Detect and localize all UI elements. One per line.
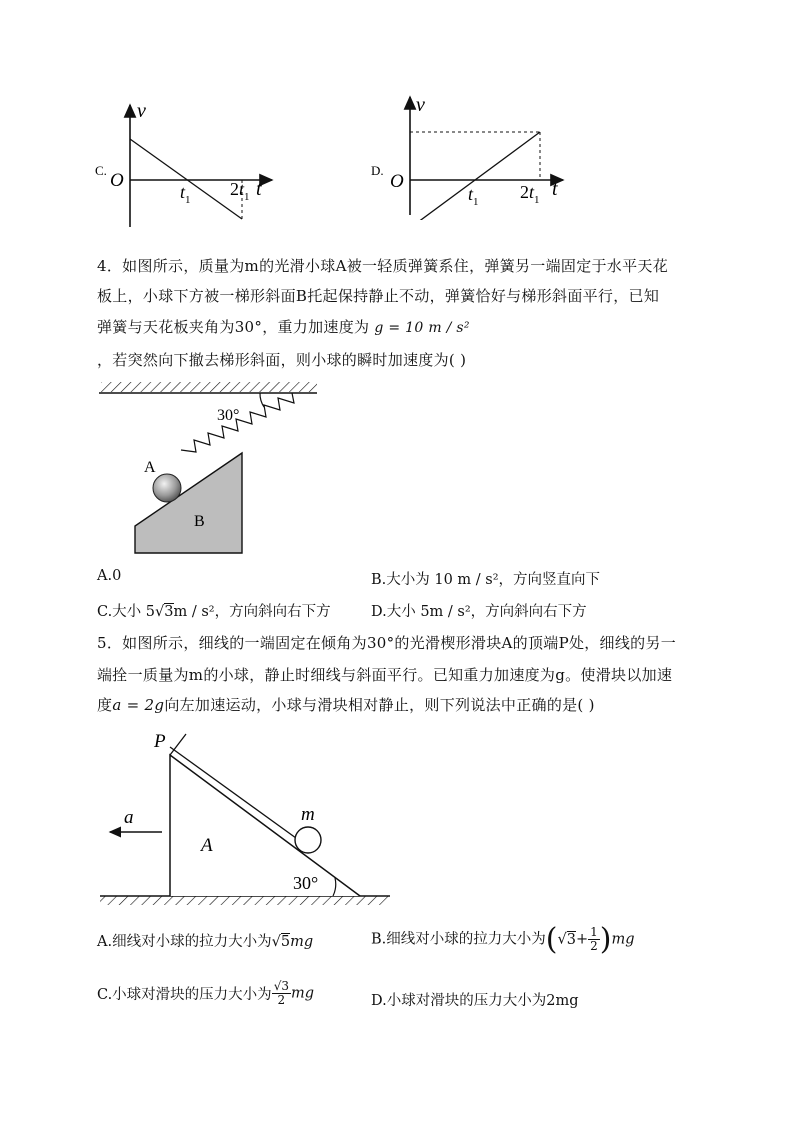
q5-option-c-text: C.小球对滑块的压力大小为 xyxy=(97,987,272,1003)
v-axis-label: v xyxy=(416,95,425,116)
q5-option-b-unit: mg xyxy=(611,931,635,948)
q5-option-b[interactable] xyxy=(371,922,635,957)
q5-figure xyxy=(95,725,395,915)
sqrt-symbol: √ xyxy=(155,604,165,620)
q4-line3 xyxy=(97,312,470,343)
ball-label: A xyxy=(144,459,156,476)
graph-c-label: C. xyxy=(95,163,107,178)
q4-line3-text: 弹簧与天花板夹角为30°，重力加速度为 xyxy=(97,318,370,336)
angle-label: 30° xyxy=(217,407,240,424)
sqrt-symbol: √ xyxy=(557,931,567,948)
q5-accel-eq: a = 2g xyxy=(112,696,165,714)
t1-label: $t_1$ xyxy=(468,184,479,208)
frac-den: 2 xyxy=(277,993,286,1007)
q5-line3 xyxy=(97,690,595,720)
q5-line3-end: 向左加速运动，小球与滑块相对静止，则下列说法中正确的是( ) xyxy=(164,696,595,714)
ball-a xyxy=(153,474,181,502)
q4-gravity-eq: g = 10 m / s² xyxy=(374,320,470,336)
wedge-a xyxy=(170,755,360,896)
q5-option-d[interactable]: D.小球对滑块的压力大小为2mg xyxy=(371,993,579,1009)
q4-option-c-unit: m / s²，方向斜向右下方 xyxy=(173,604,331,620)
q5-option-b-root: 3 xyxy=(566,931,576,948)
q5-option-c-unit: mg xyxy=(290,985,315,1002)
q4-option-b[interactable]: B.大小为 10 m / s²，方向竖直向下 xyxy=(371,572,601,588)
paren-close: ) xyxy=(599,922,612,957)
q5-option-b-fraction xyxy=(588,926,600,953)
block-label: B xyxy=(194,513,205,530)
wedge-label: A xyxy=(201,835,213,856)
q4-option-a[interactable]: A.0 xyxy=(97,568,122,584)
q5-option-a-text: A.细线对小球的拉力大小为 xyxy=(97,934,272,950)
2t1-label: $2t_1$ xyxy=(230,179,250,203)
origin-label: O xyxy=(110,170,124,191)
q5-option-a-unit: mg xyxy=(290,934,314,950)
q5-option-c[interactable] xyxy=(97,980,314,1007)
post-tip xyxy=(170,734,186,755)
accel-label: a xyxy=(124,807,134,828)
point-p-label: P xyxy=(154,731,166,752)
q5-option-a[interactable] xyxy=(97,930,313,951)
sqrt-symbol: √ xyxy=(271,934,281,950)
q5-option-b-text: B.细线对小球的拉力大小为 xyxy=(371,931,546,948)
angle-label: 30° xyxy=(293,873,319,893)
q4-option-d[interactable]: D.大小 5m / s²，方向斜向右下方 xyxy=(371,604,587,620)
q4-line1: 4．如图所示，质量为m的光滑小球A被一轻质弹簧系住，弹簧另一端固定于水平天花 xyxy=(97,257,669,275)
graph-d xyxy=(368,95,578,220)
t-axis-label: t xyxy=(552,178,558,200)
v-axis-label: v xyxy=(137,100,146,122)
ball-m xyxy=(295,827,321,853)
q5-option-a-root: 5 xyxy=(280,934,291,950)
q4-option-c[interactable] xyxy=(97,600,331,621)
frac-num: √3 xyxy=(273,979,289,993)
velocity-line xyxy=(130,139,242,219)
paren-open: ( xyxy=(545,922,558,957)
frac-num: 1 xyxy=(590,925,598,939)
t-axis-label: t xyxy=(256,178,262,200)
q4-figure xyxy=(95,378,325,558)
origin-label: O xyxy=(390,171,404,192)
q5-line1: 5．如图所示，细线的一端固定在倾角为30°的光滑楔形滑块A的顶端P处，细线的另一 xyxy=(97,634,677,652)
frac-den: 2 xyxy=(590,939,598,953)
q4-option-c-text: C.大小 5 xyxy=(97,604,156,620)
2t1-label: $2t_1$ xyxy=(520,182,540,206)
q4-line4: ，若突然向下撤去梯形斜面，则小球的瞬时加速度为( ) xyxy=(97,351,467,369)
q5-option-b-plus: + xyxy=(575,931,589,948)
t1-label: $t_1$ xyxy=(180,182,191,206)
graph-d-label: D. xyxy=(371,163,384,178)
q5-line2: 端拴一质量为m的小球，静止时细线与斜面平行。已知重力加速度为g。使滑块以加速 xyxy=(97,666,673,684)
angle-arc xyxy=(260,393,264,407)
ground-hatch xyxy=(100,896,390,905)
q5-line3-start: 度 xyxy=(97,696,113,714)
q4-line2: 板上，小球下方被一梯形斜面B托起保持静止不动，弹簧恰好与梯形斜面平行，已知 xyxy=(97,287,660,305)
q4-option-c-root: 3 xyxy=(164,604,174,620)
graph-c xyxy=(92,95,292,240)
ceiling-hatch xyxy=(101,382,317,392)
q5-option-c-fraction xyxy=(272,980,291,1007)
mass-label: m xyxy=(301,804,315,825)
